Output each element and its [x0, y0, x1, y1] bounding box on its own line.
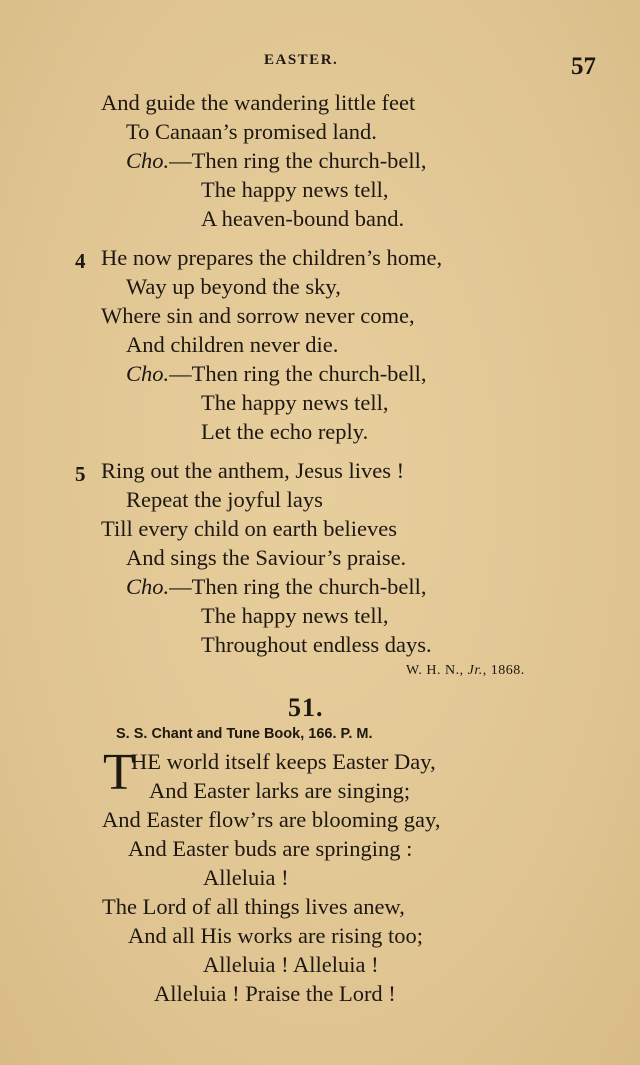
verse-line: He now prepares the children’s home, — [101, 245, 443, 270]
hymn-attribution — [406, 663, 525, 679]
chorus-line — [126, 576, 427, 599]
verse-line: And all His works are rising too; — [128, 923, 423, 948]
chorus-text: —Then ring the church-bell, — [169, 574, 427, 599]
verse-line: The Lord of all things lives anew, — [102, 894, 405, 919]
chorus-line: A heaven-bound band. — [201, 206, 405, 231]
verse-line: Alleluia ! — [203, 865, 289, 890]
chorus-label: Cho. — [126, 574, 170, 599]
hymn-number: 51. — [288, 693, 324, 722]
chorus-text: —Then ring the church-bell, — [169, 148, 427, 173]
verse-line: To Canaan’s promised land. — [126, 119, 377, 144]
verse-line: Repeat the joyful lays — [126, 487, 323, 512]
chorus-line — [126, 363, 427, 386]
verse-line: And Easter buds are springing : — [128, 836, 413, 861]
chorus-label: Cho. — [126, 361, 170, 386]
stanza-number: 5 — [75, 462, 86, 486]
verse-line: And Easter flow’rs are blooming gay, — [102, 807, 441, 832]
chorus-label: Cho. — [126, 148, 170, 173]
attribution-year: , 1868. — [482, 663, 525, 678]
verse-line: Till every child on earth believes — [101, 516, 397, 541]
chorus-text: —Then ring the church-bell, — [169, 361, 427, 386]
chorus-line: Throughout endless days. — [201, 632, 432, 657]
chorus-line: Let the echo reply. — [201, 419, 369, 444]
attribution-suffix: Jr. — [467, 663, 483, 678]
verse-line: And guide the wandering little feet — [101, 90, 416, 115]
verse-line: HE world itself keeps Easter Day, — [131, 749, 436, 774]
chorus-line: The happy news tell, — [201, 603, 389, 628]
chorus-line — [126, 150, 427, 173]
stanza-number: 4 — [75, 249, 86, 273]
verse-line: Where sin and sorrow never come, — [101, 303, 415, 328]
verse-line: Way up beyond the sky, — [126, 274, 341, 299]
verse-line: Alleluia ! Praise the Lord ! — [154, 981, 396, 1006]
verse-line: Ring out the anthem, Jesus lives ! — [101, 458, 405, 483]
verse-line: And children never die. — [126, 332, 339, 357]
page-number: 57 — [571, 53, 596, 80]
drop-cap: T — [103, 744, 135, 801]
verse-line: And sings the Saviour’s praise. — [126, 545, 407, 570]
tune-reference: S. S. Chant and Tune Book, 166. P. M. — [116, 726, 373, 742]
verse-line: Alleluia ! Alleluia ! — [203, 952, 379, 977]
attribution-author: W. H. N., — [406, 663, 468, 678]
section-header: EASTER. — [264, 52, 339, 68]
verse-line: And Easter larks are singing; — [149, 778, 411, 803]
chorus-line: The happy news tell, — [201, 390, 389, 415]
chorus-line: The happy news tell, — [201, 177, 389, 202]
